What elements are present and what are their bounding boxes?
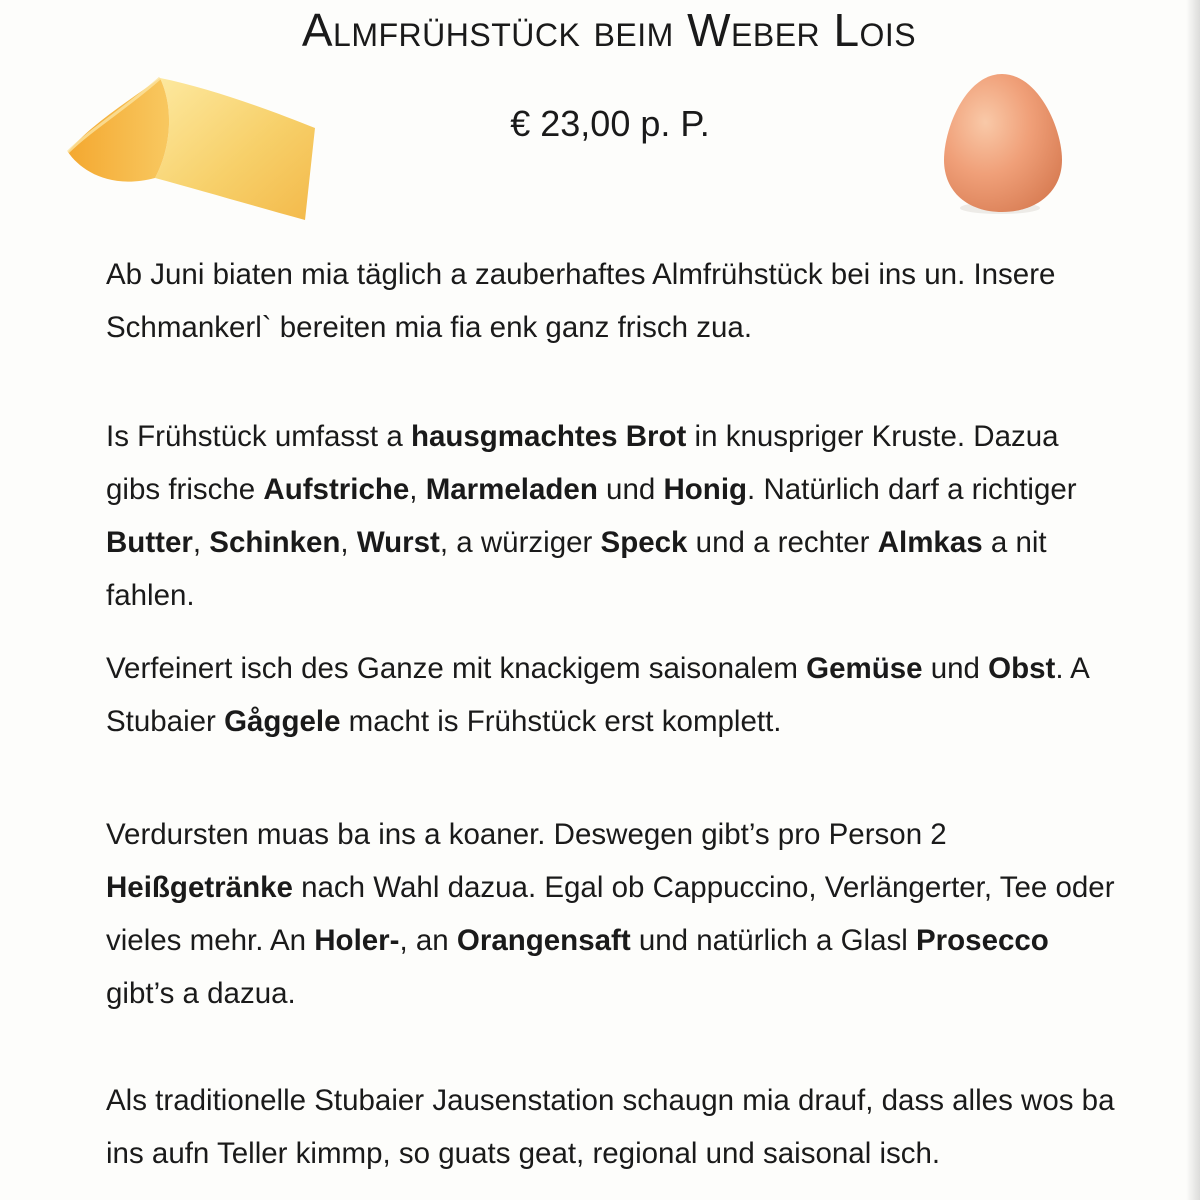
highlighted-item: Aufstriche: [263, 473, 410, 506]
highlighted-item: Orangensaft: [456, 924, 631, 957]
highlighted-item: Schinken: [209, 526, 341, 559]
highlighted-item: Butter: [106, 526, 193, 559]
price-label: € 23,00 p. P.: [510, 103, 710, 144]
highlighted-item: Honig: [663, 473, 748, 506]
highlighted-item: Almkas: [877, 526, 983, 559]
text-run: ,: [192, 526, 210, 559]
highlighted-item: Marmeladen: [425, 473, 598, 506]
text-run: und natürlich a Glasl: [630, 924, 916, 957]
egg-icon: [938, 68, 1068, 218]
text-run: nach Wahl dazua. Egal ob Cappuccino, Verlängerter, Tee oder vieles mehr. An: [106, 871, 1115, 957]
text-run: und: [922, 652, 989, 685]
text-run: gibt’s a dazua.: [106, 977, 296, 1010]
page-edge-shadow: [1186, 0, 1200, 1200]
text-run: Verdursten muas ba ins a koaner. Deswegen gibt’s pro Person 2: [106, 818, 947, 851]
highlighted-item: hausgmachtes Brot: [410, 420, 687, 453]
cheese-slice-icon: [60, 70, 322, 222]
paragraph-regional: [106, 1074, 1116, 1180]
text-run: macht is Frühstück erst komplett.: [340, 705, 782, 738]
text-run: ,: [409, 473, 426, 506]
page-title: Almfrühstück beim Weber Lois: [301, 4, 917, 56]
highlighted-item: Wurst: [356, 526, 440, 559]
text-run: und: [597, 473, 664, 506]
text-run: Verfeinert isch des Ganze mit knackigem saisonalem: [106, 652, 807, 685]
paragraph-drinks: [106, 808, 1116, 1020]
highlighted-item: Gemüse: [806, 652, 923, 685]
highlighted-item: Prosecco: [915, 924, 1049, 957]
text-run: a nit fahlen.: [106, 526, 1047, 612]
text-run: . Natürlich darf a richtiger: [747, 473, 1077, 506]
paragraph-vegetables: [106, 642, 1116, 748]
text-run: Ab Juni biaten mia täglich a zauberhaftes Almfrühstück bei ins un. Insere Schmankerl` bereiten mia fia enk ganz frisch zua.: [106, 258, 1056, 344]
text-run: ,: [340, 526, 357, 559]
highlighted-item: Holer-: [314, 924, 400, 957]
text-run: , an: [399, 924, 457, 957]
paragraph-breakfast-items: [106, 410, 1116, 622]
highlighted-item: Heißgetränke: [106, 871, 293, 904]
highlighted-item: Speck: [600, 526, 688, 559]
highlighted-item: Gåggele: [224, 705, 341, 738]
text-run: und a rechter: [687, 526, 878, 559]
paragraph-intro: [106, 248, 1116, 354]
text-run: Als traditionelle Stubaier Jausenstation schaugn mia drauf, dass alles wos ba ins aufn Teller kimmp, so guats geat, regional und saisonal isch.: [106, 1084, 1115, 1170]
text-run: in knuspriger Kruste. Dazua gibs frische: [106, 420, 1059, 506]
text-run: Is Frühstück umfasst a: [106, 420, 411, 453]
text-run: . A Stubaier: [106, 652, 1089, 738]
highlighted-item: Obst: [988, 652, 1056, 685]
text-run: , a würziger: [439, 526, 601, 559]
